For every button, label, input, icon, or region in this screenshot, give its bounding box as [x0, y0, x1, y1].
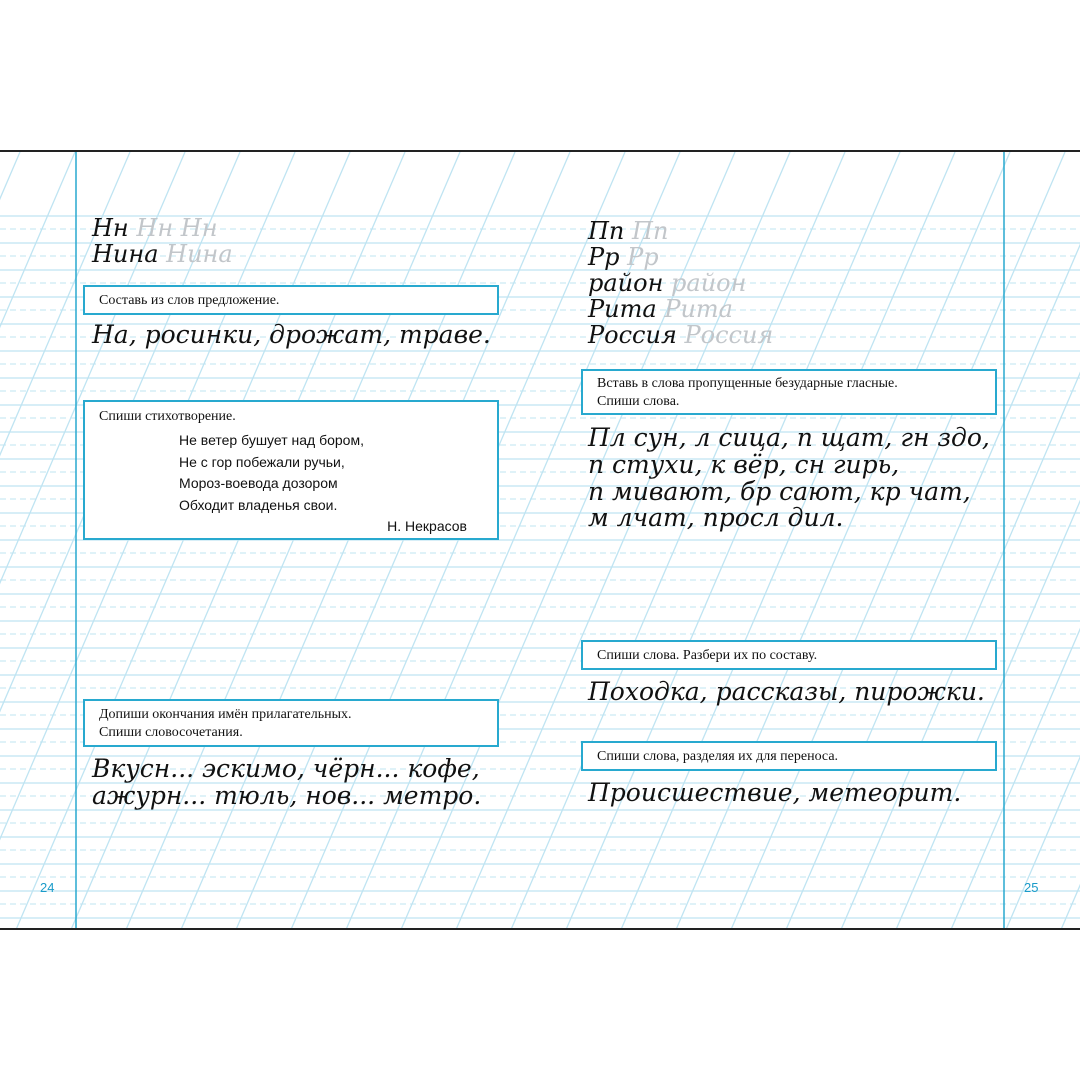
- letter-trace: район: [671, 269, 747, 297]
- instruction-text: Спиши стихотворение.: [99, 409, 236, 424]
- letter-trace: Пп: [632, 217, 669, 245]
- slant-line: [125, 152, 460, 930]
- poem-author: Н. Некрасов: [387, 518, 467, 534]
- slant-line: [290, 152, 625, 930]
- instruction-text: Спиши слова, разделяя их для переноса.: [597, 749, 839, 764]
- poem-line: Не с гор побежали ручьи,: [179, 453, 345, 470]
- letter-trace: Россия: [684, 321, 774, 349]
- instruction-text: Спиши словосочетания.: [99, 725, 243, 740]
- letter-row: [588, 244, 659, 270]
- slant-line: [180, 152, 515, 930]
- slant-line: [0, 152, 20, 930]
- slant-line: [235, 152, 570, 930]
- task-instruction-box: [581, 640, 997, 670]
- slant-line: [0, 152, 240, 930]
- letter-main: Нн: [92, 214, 129, 242]
- handwriting-line: Пл сун, л сица, п щат, гн здо,: [588, 423, 990, 452]
- instruction-text: Допиши окончания имён прилагательных.: [99, 707, 352, 722]
- slant-line: [70, 152, 405, 930]
- letter-main: Пп: [588, 217, 625, 245]
- poem: [179, 430, 483, 538]
- handwriting-line: ажурн... тюль, нов... метро.: [92, 781, 482, 810]
- slant-line: [0, 152, 295, 930]
- letter-trace: Рр: [627, 243, 659, 271]
- task-instruction-box: [581, 741, 997, 771]
- poem-box: [83, 400, 499, 540]
- handwriting-line: Вкусн... эскимо, чёрн... кофе,: [92, 754, 480, 783]
- task-instruction-box: [83, 699, 499, 747]
- handwriting-line: п мивают, бр сают, кр чат,: [588, 477, 971, 506]
- poem-line: Мороз-воевода дозором: [179, 475, 338, 491]
- handwriting-line: Происшествие, метеорит.: [588, 778, 962, 807]
- poem-line: Обходит владенья свои.: [179, 496, 338, 513]
- letter-row: [588, 322, 773, 348]
- letter-row: [588, 296, 733, 322]
- slant-line: [730, 152, 1065, 930]
- poem-line: Не ветер бушует над бором,: [179, 432, 364, 448]
- handwriting-line: п стухи, к вёр, сн гирь,: [588, 450, 900, 479]
- handwriting-line: Походка, рассказы, пирожки.: [588, 677, 985, 706]
- instruction-text: Вставь в слова пропущенные безударные гласные.: [597, 376, 898, 391]
- letter-trace: Нина: [166, 240, 233, 268]
- task-instruction-box: [83, 285, 499, 315]
- copybook-lines: [0, 152, 1080, 930]
- instruction-text: Составь из слов предложение.: [99, 293, 280, 308]
- letter-row: [92, 241, 233, 267]
- letter-row: [588, 270, 746, 296]
- handwriting-line: На, росинки, дрожат, траве.: [92, 320, 491, 349]
- instruction-text: Спиши слова. Разбери их по составу.: [597, 648, 818, 663]
- right-page-number: 25: [1024, 880, 1039, 895]
- letter-main: район: [588, 269, 664, 297]
- letter-main: Нина: [92, 240, 159, 268]
- letter-main: Рр: [588, 243, 620, 271]
- handwriting-line: м лчат, просл дил.: [588, 503, 844, 532]
- slant-line: [895, 152, 1080, 930]
- letter-trace: Нн Нн: [136, 214, 218, 242]
- slant-line: [15, 152, 350, 930]
- slant-line: [0, 152, 130, 930]
- letter-trace: Рита: [664, 295, 733, 323]
- workbook-spread: [0, 150, 1080, 930]
- instruction-text: Спиши слова.: [597, 394, 680, 409]
- slant-line: [785, 152, 1080, 930]
- left-page-number: 24: [40, 880, 55, 895]
- letter-main: Россия: [588, 321, 677, 349]
- letter-main: Рита: [588, 295, 657, 323]
- slant-line: [0, 152, 185, 930]
- letter-row: [588, 218, 668, 244]
- slant-line: [1005, 152, 1080, 930]
- letter-row: [92, 215, 218, 241]
- task-instruction-box: [581, 369, 997, 415]
